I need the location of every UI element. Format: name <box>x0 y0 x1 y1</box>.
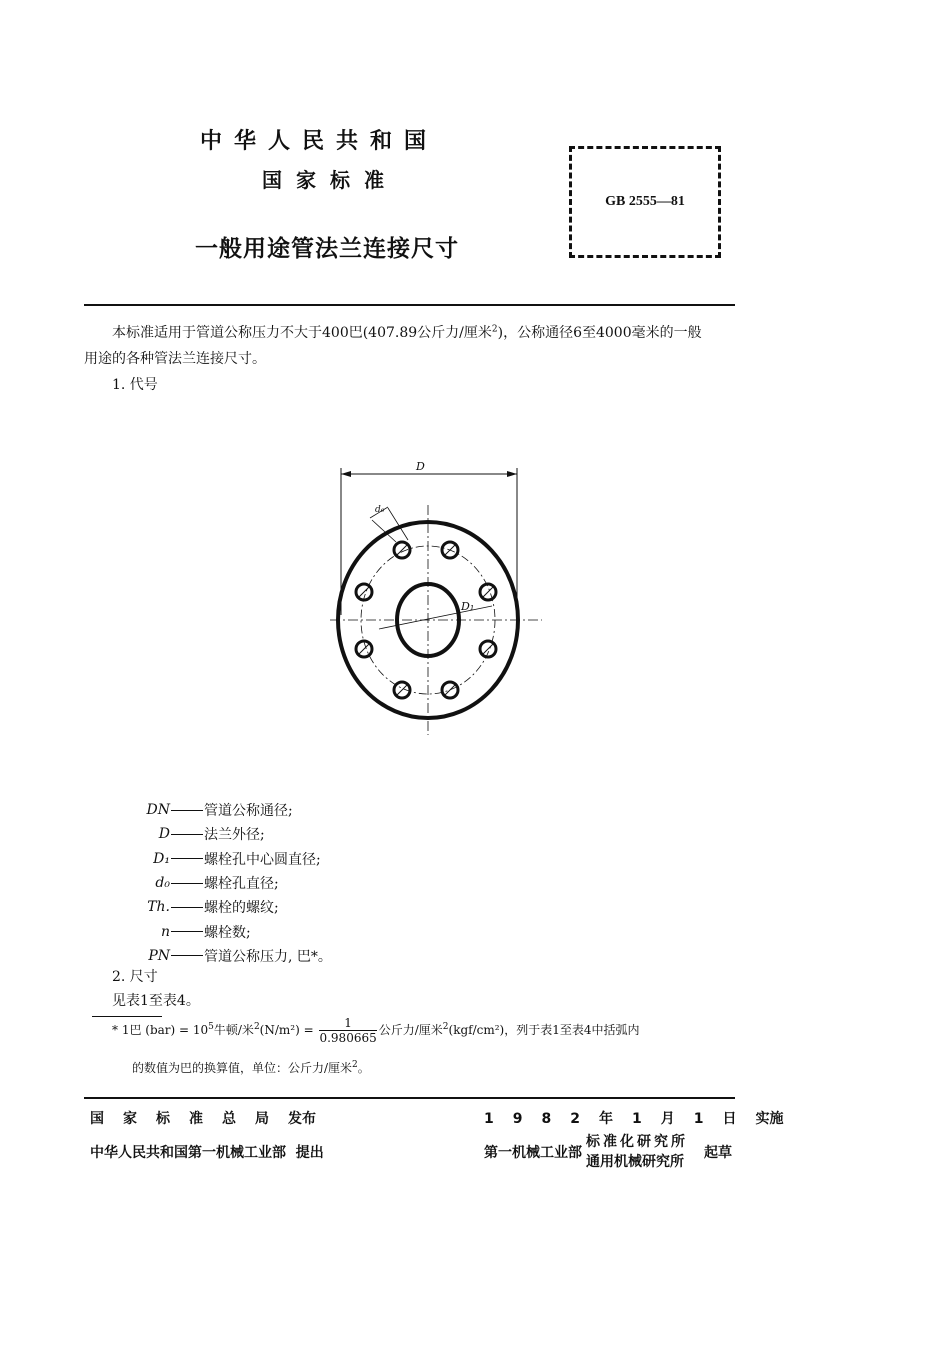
standard-code: GB 2555—81 <box>605 194 685 209</box>
section2-heading: 2. 尺寸 <box>112 969 158 985</box>
flange-diagram <box>320 450 550 740</box>
label-D1: D₁ <box>461 600 475 613</box>
label-D: D <box>416 460 425 473</box>
section2-text: 见表1至表4。 <box>112 993 200 1009</box>
definition-row: n 螺栓数; <box>160 923 251 941</box>
definition-row: DN 管道公称通径; <box>146 802 293 820</box>
proposer: 中华人民共和国第一机械工业部 提出 <box>90 1145 324 1161</box>
intro-line1: 本标准适用于管道公称压力不大于400巴(407.89公斤力/厘米$^2$)，公称通径6至4000毫米的一般 <box>112 324 702 341</box>
definition-row: Th. 螺栓的螺纹; <box>147 899 279 917</box>
national-standard-heading: 国家标准 <box>262 168 398 192</box>
conversion-fraction: $\frac{1}{0.980665}$ <box>319 1016 377 1045</box>
section1-heading: 1. 代号 <box>112 377 158 393</box>
definition-row: d₀ 螺栓孔直径; <box>155 875 279 893</box>
drafters: 第一机械工业部 标准化研究所 通用机械研究所 起草 <box>484 1134 732 1170</box>
effective-date: 1982年1月1日实施 <box>484 1111 784 1127</box>
country-heading: 中华人民共和国 <box>200 129 439 154</box>
definition-row: D 法兰外径; <box>158 826 265 844</box>
footer-rule <box>84 1097 735 1099</box>
label-d0: d₀ <box>375 505 385 515</box>
intro-line2: 用途的各种管法兰连接尺寸。 <box>84 351 266 367</box>
symbol-definitions <box>110 798 410 968</box>
footnote-line1: * 1巴 $(bar) = 10^5$牛顿/米$^2$(N/m²) = $\frac{1}{0.980665}$ 公斤力/厘米$^2$(kgf/cm²)，列于表1至表4中括弧内 <box>112 1016 640 1045</box>
definition-row: D₁ 螺栓孔中心圆直径; <box>153 850 321 868</box>
definition-row: PN 管道公称压力, 巴*。 <box>148 947 332 965</box>
header-rule <box>84 304 735 306</box>
footnote-line2: 的数值为巴的换算值，单位：公斤力/厘米$^2$。 <box>132 1060 370 1075</box>
standard-code-box <box>569 146 721 258</box>
document-title: 一般用途管法兰连接尺寸 <box>195 236 459 262</box>
issuer: 国家标准总局发布 <box>90 1111 316 1127</box>
